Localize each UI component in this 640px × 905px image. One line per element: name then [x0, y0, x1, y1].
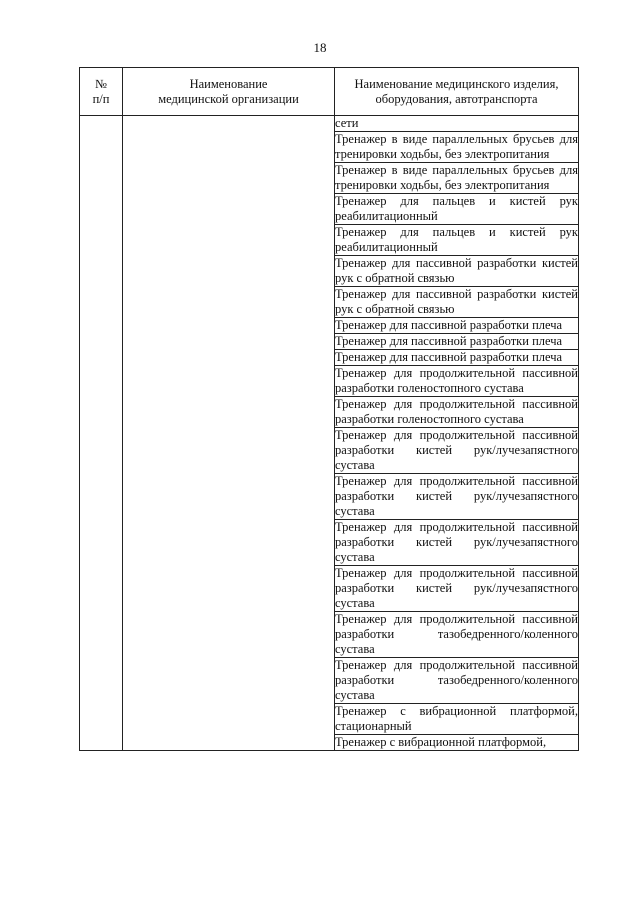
- header-organization-line2: медицинской организации: [158, 91, 299, 106]
- table-header-row: [80, 68, 579, 116]
- equipment-item: Тренажер в виде параллельных брусьев для тренировки ходьбы, без электропитания: [335, 132, 578, 161]
- organization-cell: [123, 116, 335, 751]
- equipment-item: Тренажер для продолжительной пассивной разработки тазобедренного/коленного сустава: [335, 658, 578, 702]
- equipment-item: Тренажер для продолжительной пассивной разработки тазобедренного/коленного сустава: [335, 612, 578, 656]
- header-equipment-line2: оборудования, автотранспорта: [375, 91, 538, 106]
- header-number-line2: п/п: [92, 91, 110, 106]
- equipment-item: Тренажер для продолжительной пассивной разработки голеностопного сустава: [335, 366, 578, 395]
- equipment-item: Тренажер для продолжительной пассивной разработки кистей рук/лучезапястного сустава: [335, 474, 578, 518]
- table-row: [80, 116, 579, 132]
- equipment-item: Тренажер для пассивной разработки плеча: [335, 334, 579, 350]
- equipment-item: Тренажер для пассивной разработки кистей рук с обратной связью: [335, 256, 578, 285]
- number-cell: [80, 116, 123, 751]
- equipment-item: Тренажер для продолжительной пассивной разработки кистей рук/лучезапястного сустава: [335, 520, 578, 564]
- equipment-item: Тренажер для пальцев и кистей рук реабилитационный: [335, 194, 578, 223]
- equipment-item: Тренажер для продолжительной пассивной разработки голеностопного сустава: [335, 397, 578, 426]
- equipment-table: [79, 67, 579, 751]
- header-number: [80, 68, 123, 116]
- equipment-item: Тренажер для продолжительной пассивной разработки кистей рук/лучезапястного сустава: [335, 566, 578, 610]
- page-number: 18: [313, 40, 327, 55]
- header-equipment-line1: Наименование медицинского изделия,: [354, 76, 559, 91]
- header-number-line1: №: [95, 76, 107, 91]
- equipment-item: Тренажер с вибрационной платформой,: [335, 735, 579, 751]
- equipment-item: сети: [335, 116, 579, 132]
- equipment-item: Тренажер для пассивной разработки кистей рук с обратной связью: [335, 287, 578, 316]
- equipment-item: Тренажер с вибрационной платформой, стационарный: [335, 704, 578, 733]
- header-organization: [123, 68, 335, 116]
- equipment-item: Тренажер в виде параллельных брусьев для тренировки ходьбы, без электропитания: [335, 163, 578, 192]
- header-organization-line1: Наименование: [189, 76, 268, 91]
- equipment-item: Тренажер для пальцев и кистей рук реабилитационный: [335, 225, 578, 254]
- equipment-item: Тренажер для пассивной разработки плеча: [335, 350, 579, 366]
- equipment-item: Тренажер для пассивной разработки плеча: [335, 318, 579, 334]
- equipment-item: Тренажер для продолжительной пассивной разработки кистей рук/лучезапястного сустава: [335, 428, 578, 472]
- header-equipment: [335, 68, 579, 116]
